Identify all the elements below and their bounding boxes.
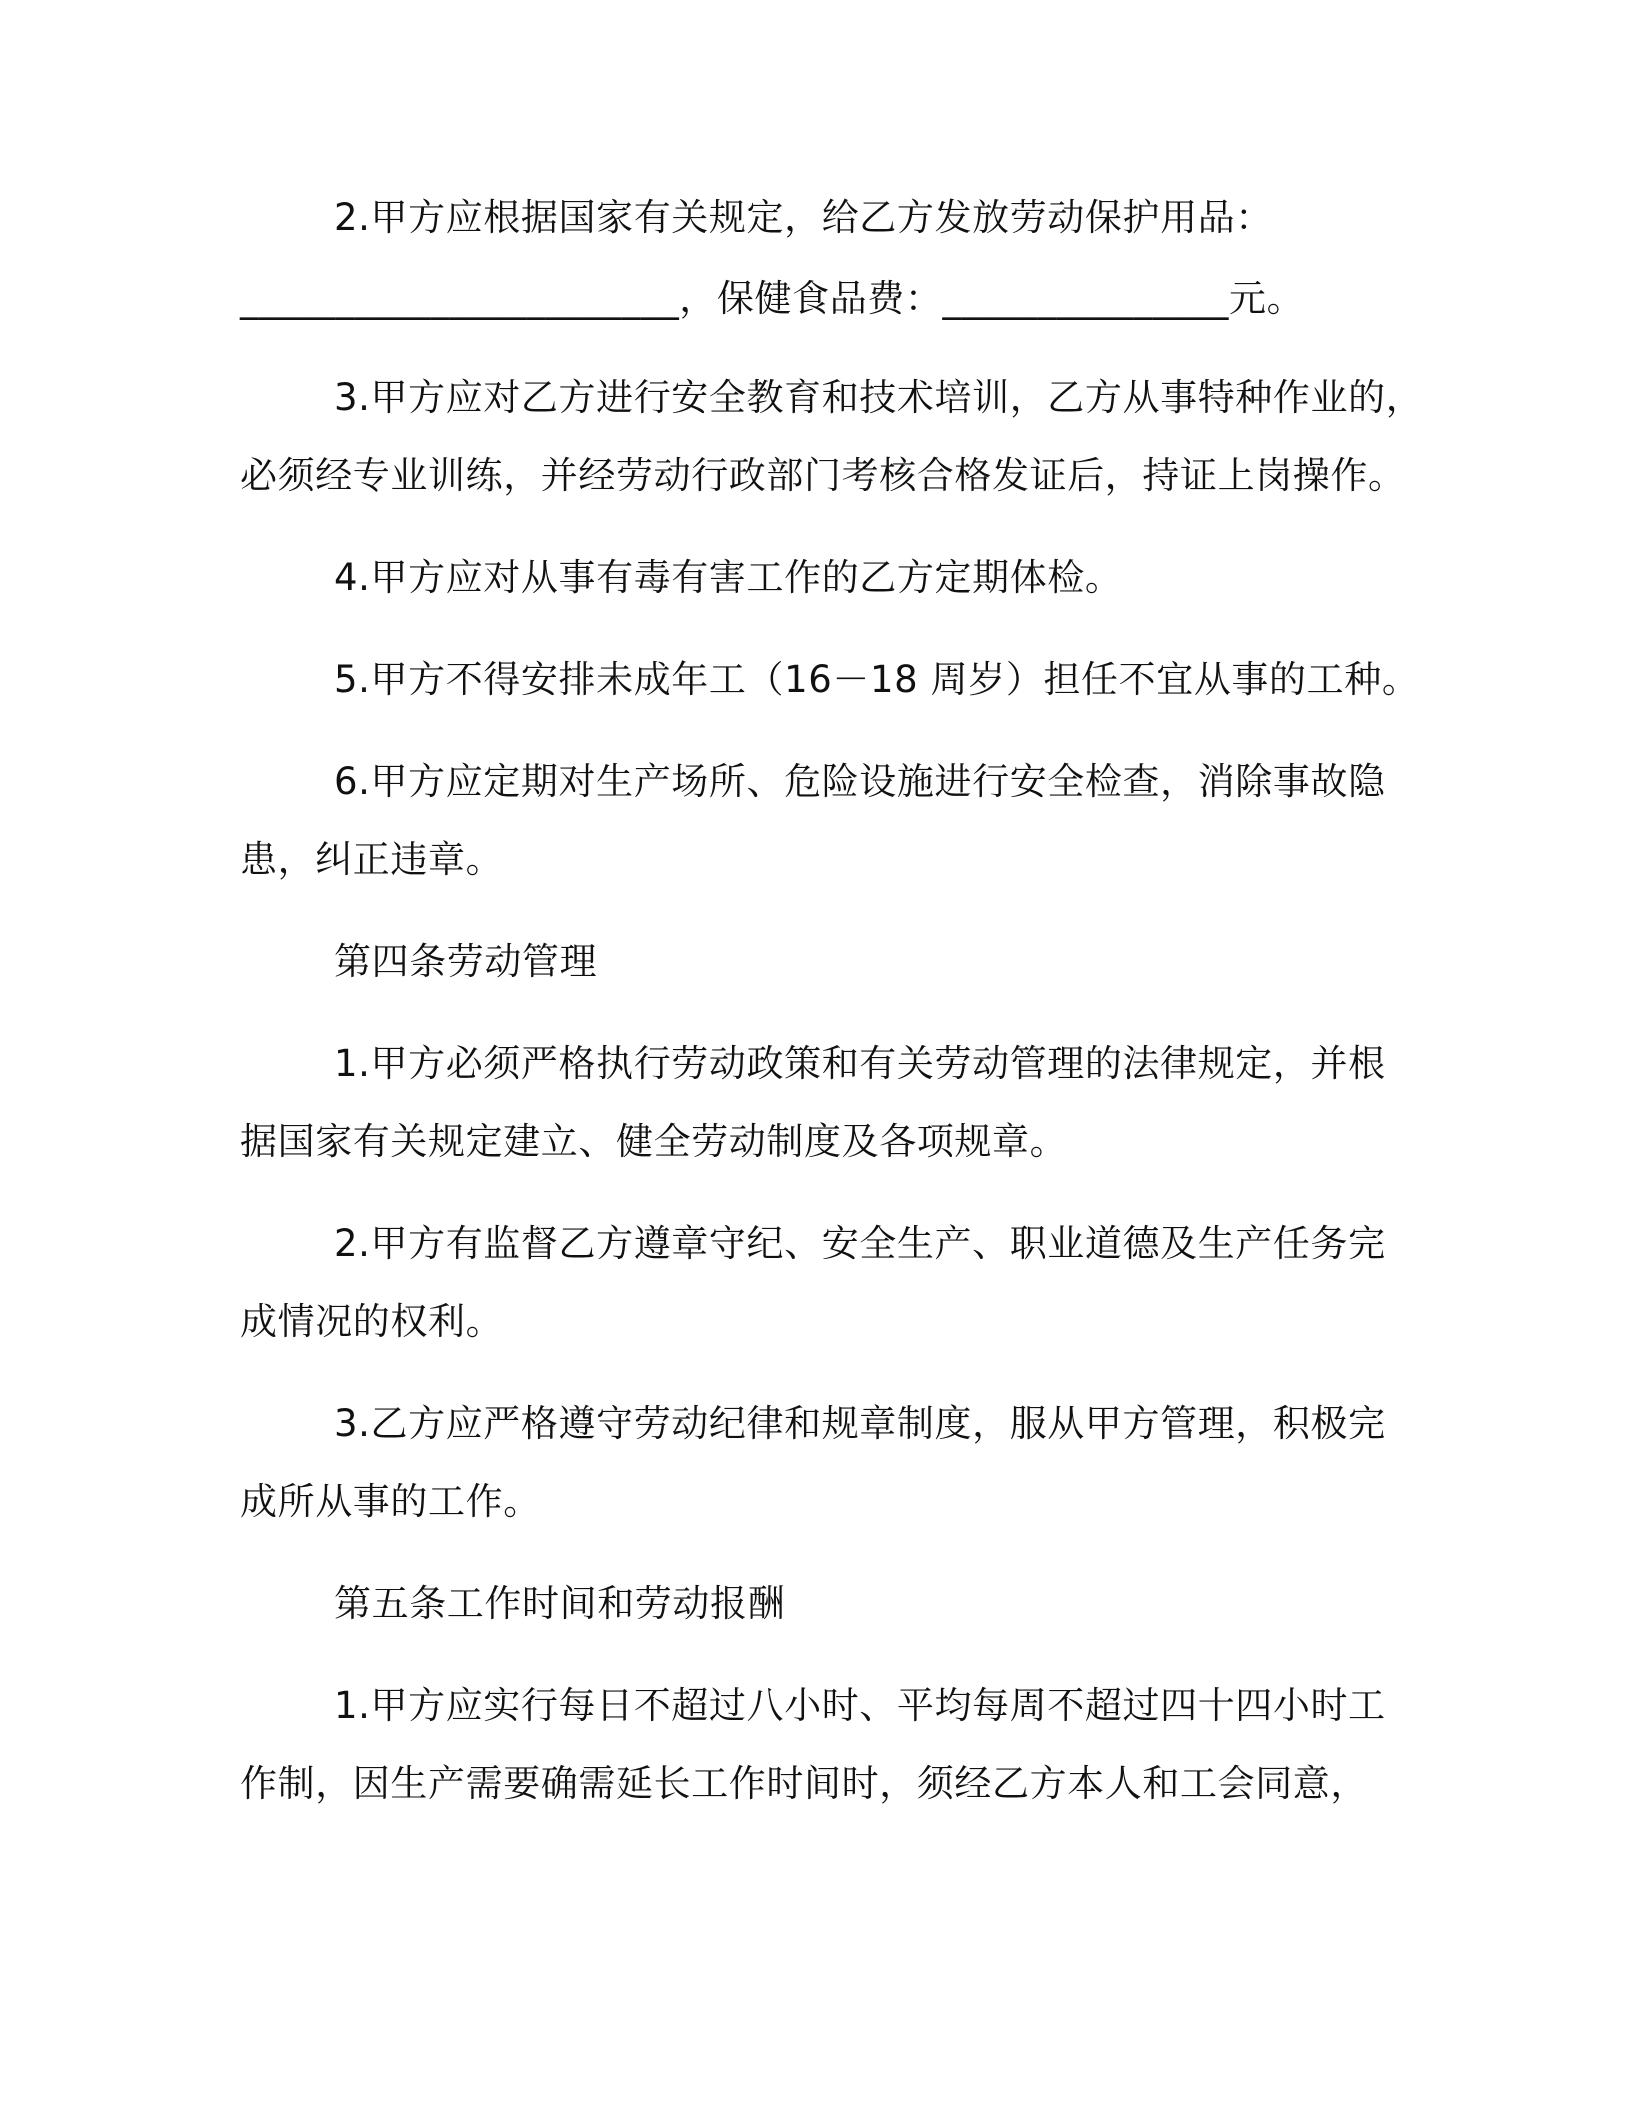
clause-4-item-1-line-2: 据国家有关规定建立、健全劳动制度及各项规章。 (240, 1120, 1068, 1163)
clause-4-item-3-line-2: 成所从事的工作。 (240, 1480, 541, 1523)
clause-4-item-2-line-1: 2.甲方有监督乙方遵章守纪、安全生产、职业道德及生产任务完 (334, 1222, 1386, 1265)
clause-4-heading: 第四条劳动管理 (334, 940, 598, 983)
clause-4-item-3-line-1: 3.乙方应严格遵守劳动纪律和规章制度，服从甲方管理，积极完 (334, 1402, 1386, 1445)
clause-3-item-2-line-1: 2.甲方应根据国家有关规定，给乙方发放劳动保护用品： (334, 196, 1273, 239)
clause-3-item-3-line-2: 必须经专业训练，并经劳动行政部门考核合格发证后，持证上岗操作。 (240, 454, 1406, 497)
clause-3-item-6-line-2: 患，纠正违章。 (240, 838, 504, 881)
clause-5-item-1-line-1: 1.甲方应实行每日不超过八小时、平均每周不超过四十四小时工 (334, 1684, 1386, 1727)
clause-5-heading: 第五条工作时间和劳动报酬 (334, 1582, 786, 1625)
clause-5-item-1-line-2: 作制，因生产需要确需延长工作时间时，须经乙方本人和工会同意， (240, 1762, 1368, 1805)
clause-3-item-2-line-2: _______________________，保健食品费：_______________元。 (240, 277, 1305, 320)
clause-3-item-5: 5.甲方不得安排未成年工（16－18 周岁）担任不宜从事的工种。 (334, 658, 1420, 701)
clause-4-item-2-line-2: 成情况的权利。 (240, 1300, 504, 1343)
clause-3-item-3-line-1: 3.甲方应对乙方进行安全教育和技术培训，乙方从事特种作业的， (334, 376, 1424, 419)
clause-4-item-1-line-1: 1.甲方必须严格执行劳动政策和有关劳动管理的法律规定，并根 (334, 1042, 1386, 1085)
clause-3-item-4: 4.甲方应对从事有毒有害工作的乙方定期体检。 (334, 556, 1123, 599)
clause-3-item-6-line-1: 6.甲方应定期对生产场所、危险设施进行安全检查，消除事故隐 (334, 760, 1386, 803)
